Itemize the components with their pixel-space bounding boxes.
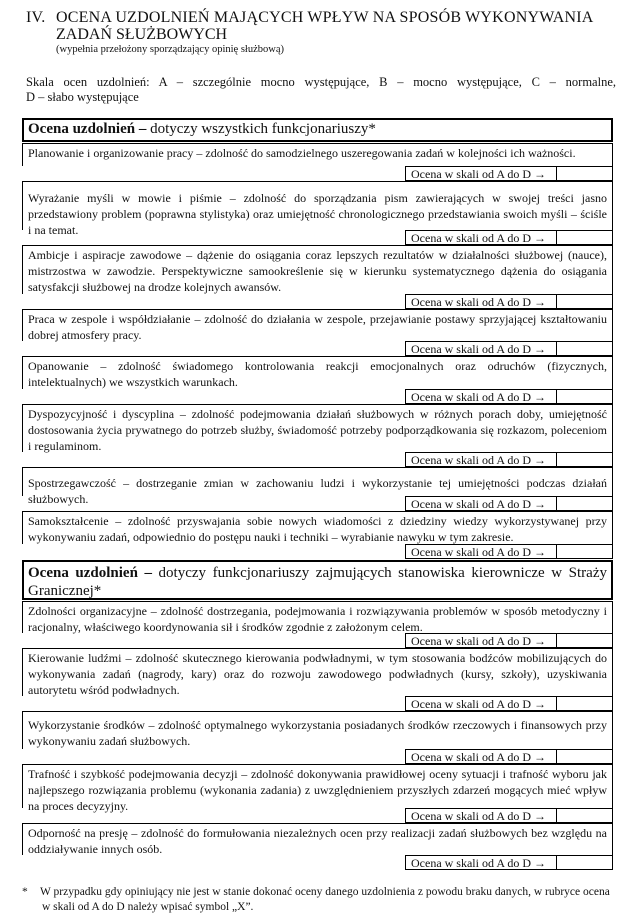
- rating-label: Ocena w skali od A do D →: [411, 497, 546, 511]
- footnote: [22, 885, 616, 915]
- ability-text: Zdolności organizacyjne – zdolność dostrzegania, podejmowania i rozwiązywania problemów w sposób metodyczny i racjonalny, właściwego koordynowania sił i środków zgodnie z założonym celem.: [28, 604, 607, 634]
- rating-input-cell[interactable]: [556, 166, 614, 181]
- ability-item: [22, 356, 613, 389]
- rating-input-cell[interactable]: [556, 294, 614, 309]
- section1-heading-bold: Ocena uzdolnień –: [28, 121, 147, 137]
- rating-input-cell[interactable]: [556, 452, 614, 467]
- rating-scale-line2: D – słabo występujące: [26, 90, 139, 104]
- rating-label: Ocena w skali od A do D →: [411, 342, 546, 356]
- ability-item: [22, 143, 613, 166]
- footnote-marker: *: [22, 886, 28, 898]
- rating-label: Ocena w skali od A do D →: [411, 545, 546, 559]
- rating-row: [405, 855, 613, 870]
- footnote-line1: [22, 885, 616, 900]
- rating-label: Ocena w skali od A do D →: [411, 634, 546, 648]
- rating-label: Ocena w skali od A do D →: [411, 856, 546, 870]
- ability-item: [22, 823, 613, 855]
- rating-row: [405, 294, 613, 309]
- section2-heading-text: dotyczy funkcjonariuszy zajmujących stanowiska kierownicze w Straży Granicznej*: [28, 565, 607, 599]
- ability-text: Dyspozycyjność i dyscyplina – zdolność podejmowania działań służbowych w różnych porach doby, umiejętność dostosowania życia prywatnego do potrzeb służby, świadomość potrzeby podporządkowania się rozkazom, poleceniom i regulaminom.: [28, 407, 607, 453]
- ability-item: [22, 309, 613, 341]
- ability-item: [22, 711, 613, 749]
- rating-input-cell[interactable]: [556, 855, 614, 870]
- rating-input-cell[interactable]: [556, 633, 614, 648]
- ability-item: [22, 245, 613, 294]
- section-header: [26, 9, 626, 56]
- section2-heading: [22, 560, 613, 600]
- ability-text: Planowanie i organizowanie pracy – zdolność do samodzielnego uszeregowania zadań w kolejności ich ważności.: [28, 146, 576, 160]
- rating-row: [405, 341, 613, 356]
- rating-row: [405, 544, 613, 559]
- section2-heading-bold: Ocena uzdolnień –: [28, 565, 152, 581]
- ability-text: Trafność i szybkość podejmowania decyzji – zdolność dokonywania prawidłowej oceny sytuacji i trafność wyboru jak najlepszego rozwiązania problemu (wykonania zadania) z uwzględnieniem przyszłych zdarzeń mogących mieć wpływ na proces decyzyjny.: [28, 767, 607, 813]
- section-subtitle: (wypełnia przełożony sporządzający opinię służbową): [56, 44, 284, 55]
- ability-text: Kierowanie ludźmi – zdolność skutecznego kierowania podwładnymi, w tym stosowania bodźców mobilizujących do wykonywania zadań (nagrody, kary) oraz do rozwoju zawodowego podwładnych (kursy, szkoły), uzyskiwania autorytetu wśród podwładnych.: [28, 651, 607, 697]
- footnote-text: W przypadku gdy opiniujący nie jest w stanie dokonać oceny danego uzdolnienia z powodu braku danych, w rubryce ocena: [40, 886, 610, 898]
- ability-item: [22, 511, 613, 544]
- rating-input-cell[interactable]: [556, 341, 614, 356]
- rating-label: Ocena w skali od A do D →: [411, 295, 546, 309]
- rating-input-cell[interactable]: [556, 808, 614, 823]
- ability-text: Praca w zespole i współdziałanie – zdolność do działania w zespole, przejawianie postawy sprzyjającej kształtowaniu dobrej atmosfery pracy.: [28, 312, 607, 342]
- rating-input-cell[interactable]: [556, 696, 614, 711]
- section-title-text: OCENA UZDOLNIEŃ MAJĄCYCH WPŁYW NA SPOSÓB WYKONYWANIA: [56, 9, 594, 26]
- rating-row: [405, 452, 613, 467]
- ability-item: [22, 404, 613, 452]
- rating-input-cell[interactable]: [556, 749, 614, 764]
- rating-row: [405, 230, 613, 245]
- rating-input-cell[interactable]: [556, 389, 614, 404]
- rating-row: [405, 496, 613, 511]
- section-title-line1: [26, 9, 626, 26]
- rating-row: [405, 696, 613, 711]
- rating-input-cell[interactable]: [556, 496, 614, 511]
- section1-heading-text: dotyczy wszystkich funkcjonariuszy*: [146, 121, 376, 137]
- rating-row: [405, 166, 613, 181]
- rating-input-cell[interactable]: [556, 544, 614, 559]
- section-title-line2: ZADAŃ SŁUŻBOWYCH: [56, 26, 228, 43]
- ability-item: [22, 648, 613, 696]
- ability-text: Opanowanie – zdolność świadomego kontrolowania reakcji emocjonalnych oraz odruchów (fizycznych, intelektualnych) we wszystkich warunkach.: [28, 359, 607, 389]
- ability-text: Odporność na presję – zdolność do formułowania niezależnych ocen przy realizacji zadań służbowych bez względu na oddziaływanie innych osób.: [28, 826, 607, 856]
- rating-label: Ocena w skali od A do D →: [411, 231, 546, 245]
- rating-row: [405, 633, 613, 648]
- rating-scale-line1: Skala ocen uzdolnień: A – szczególnie mocno występujące, B – mocno występujące, C – normalne,: [26, 75, 616, 89]
- ability-item: [22, 601, 613, 633]
- ability-text: Ambicje i aspiracje zawodowe – dążenie do osiągania coraz lepszych rezultatów w działalności służbowej (nauce), mistrzostwa w zawodzie. Perspektywiczne samookreślenie się w kierunku systematycznego dążenia do osiągania satysfakcji służbowej na drodze kolejnych awansów.: [28, 248, 607, 294]
- rating-label: Ocena w skali od A do D →: [411, 697, 546, 711]
- section1-heading: [22, 118, 613, 142]
- ability-text: Wykorzystanie środków – zdolność optymalnego wykorzystania posiadanych środków rzeczowych i finansowych przy wykonywaniu zadań służbowych.: [28, 718, 607, 748]
- rating-label: Ocena w skali od A do D →: [411, 750, 546, 764]
- rating-row: [405, 808, 613, 823]
- rating-row: [405, 749, 613, 764]
- rating-label: Ocena w skali od A do D →: [411, 167, 546, 181]
- rating-label: Ocena w skali od A do D →: [411, 809, 546, 823]
- ability-item: [22, 181, 613, 237]
- ability-text: Wyrażanie myśli w mowie i piśmie – zdolność do sporządzania pism zawierających w swojej treści jasno przedstawiony problem (poprawna stylistyka) oraz umiejętność chronologicznego przedstawiania swoich myśli – ściśle i na temat.: [28, 191, 607, 237]
- ability-item: [22, 764, 613, 813]
- rating-label: Ocena w skali od A do D →: [411, 390, 546, 404]
- ability-text: Spostrzegawczość – dostrzeganie zmian w zachowaniu ludzi i wykorzystanie tej umiejętności podczas działań służbowych.: [28, 476, 607, 506]
- section-number: IV.: [26, 9, 46, 26]
- footnote-line2: w skali od A do D należy wpisać symbol „X”.: [42, 901, 254, 913]
- ability-text: Samokształcenie – zdolność przyswajania sobie nowych wiadomości z dziedziny wiedzy wykorzystywanej przy wykonywaniu zadań, odpowiednio do postępu nauki i techniki – wyrabianie nawyku w tym zakresie.: [28, 514, 607, 544]
- rating-input-cell[interactable]: [556, 230, 614, 245]
- rating-row: [405, 389, 613, 404]
- rating-label: Ocena w skali od A do D →: [411, 453, 546, 467]
